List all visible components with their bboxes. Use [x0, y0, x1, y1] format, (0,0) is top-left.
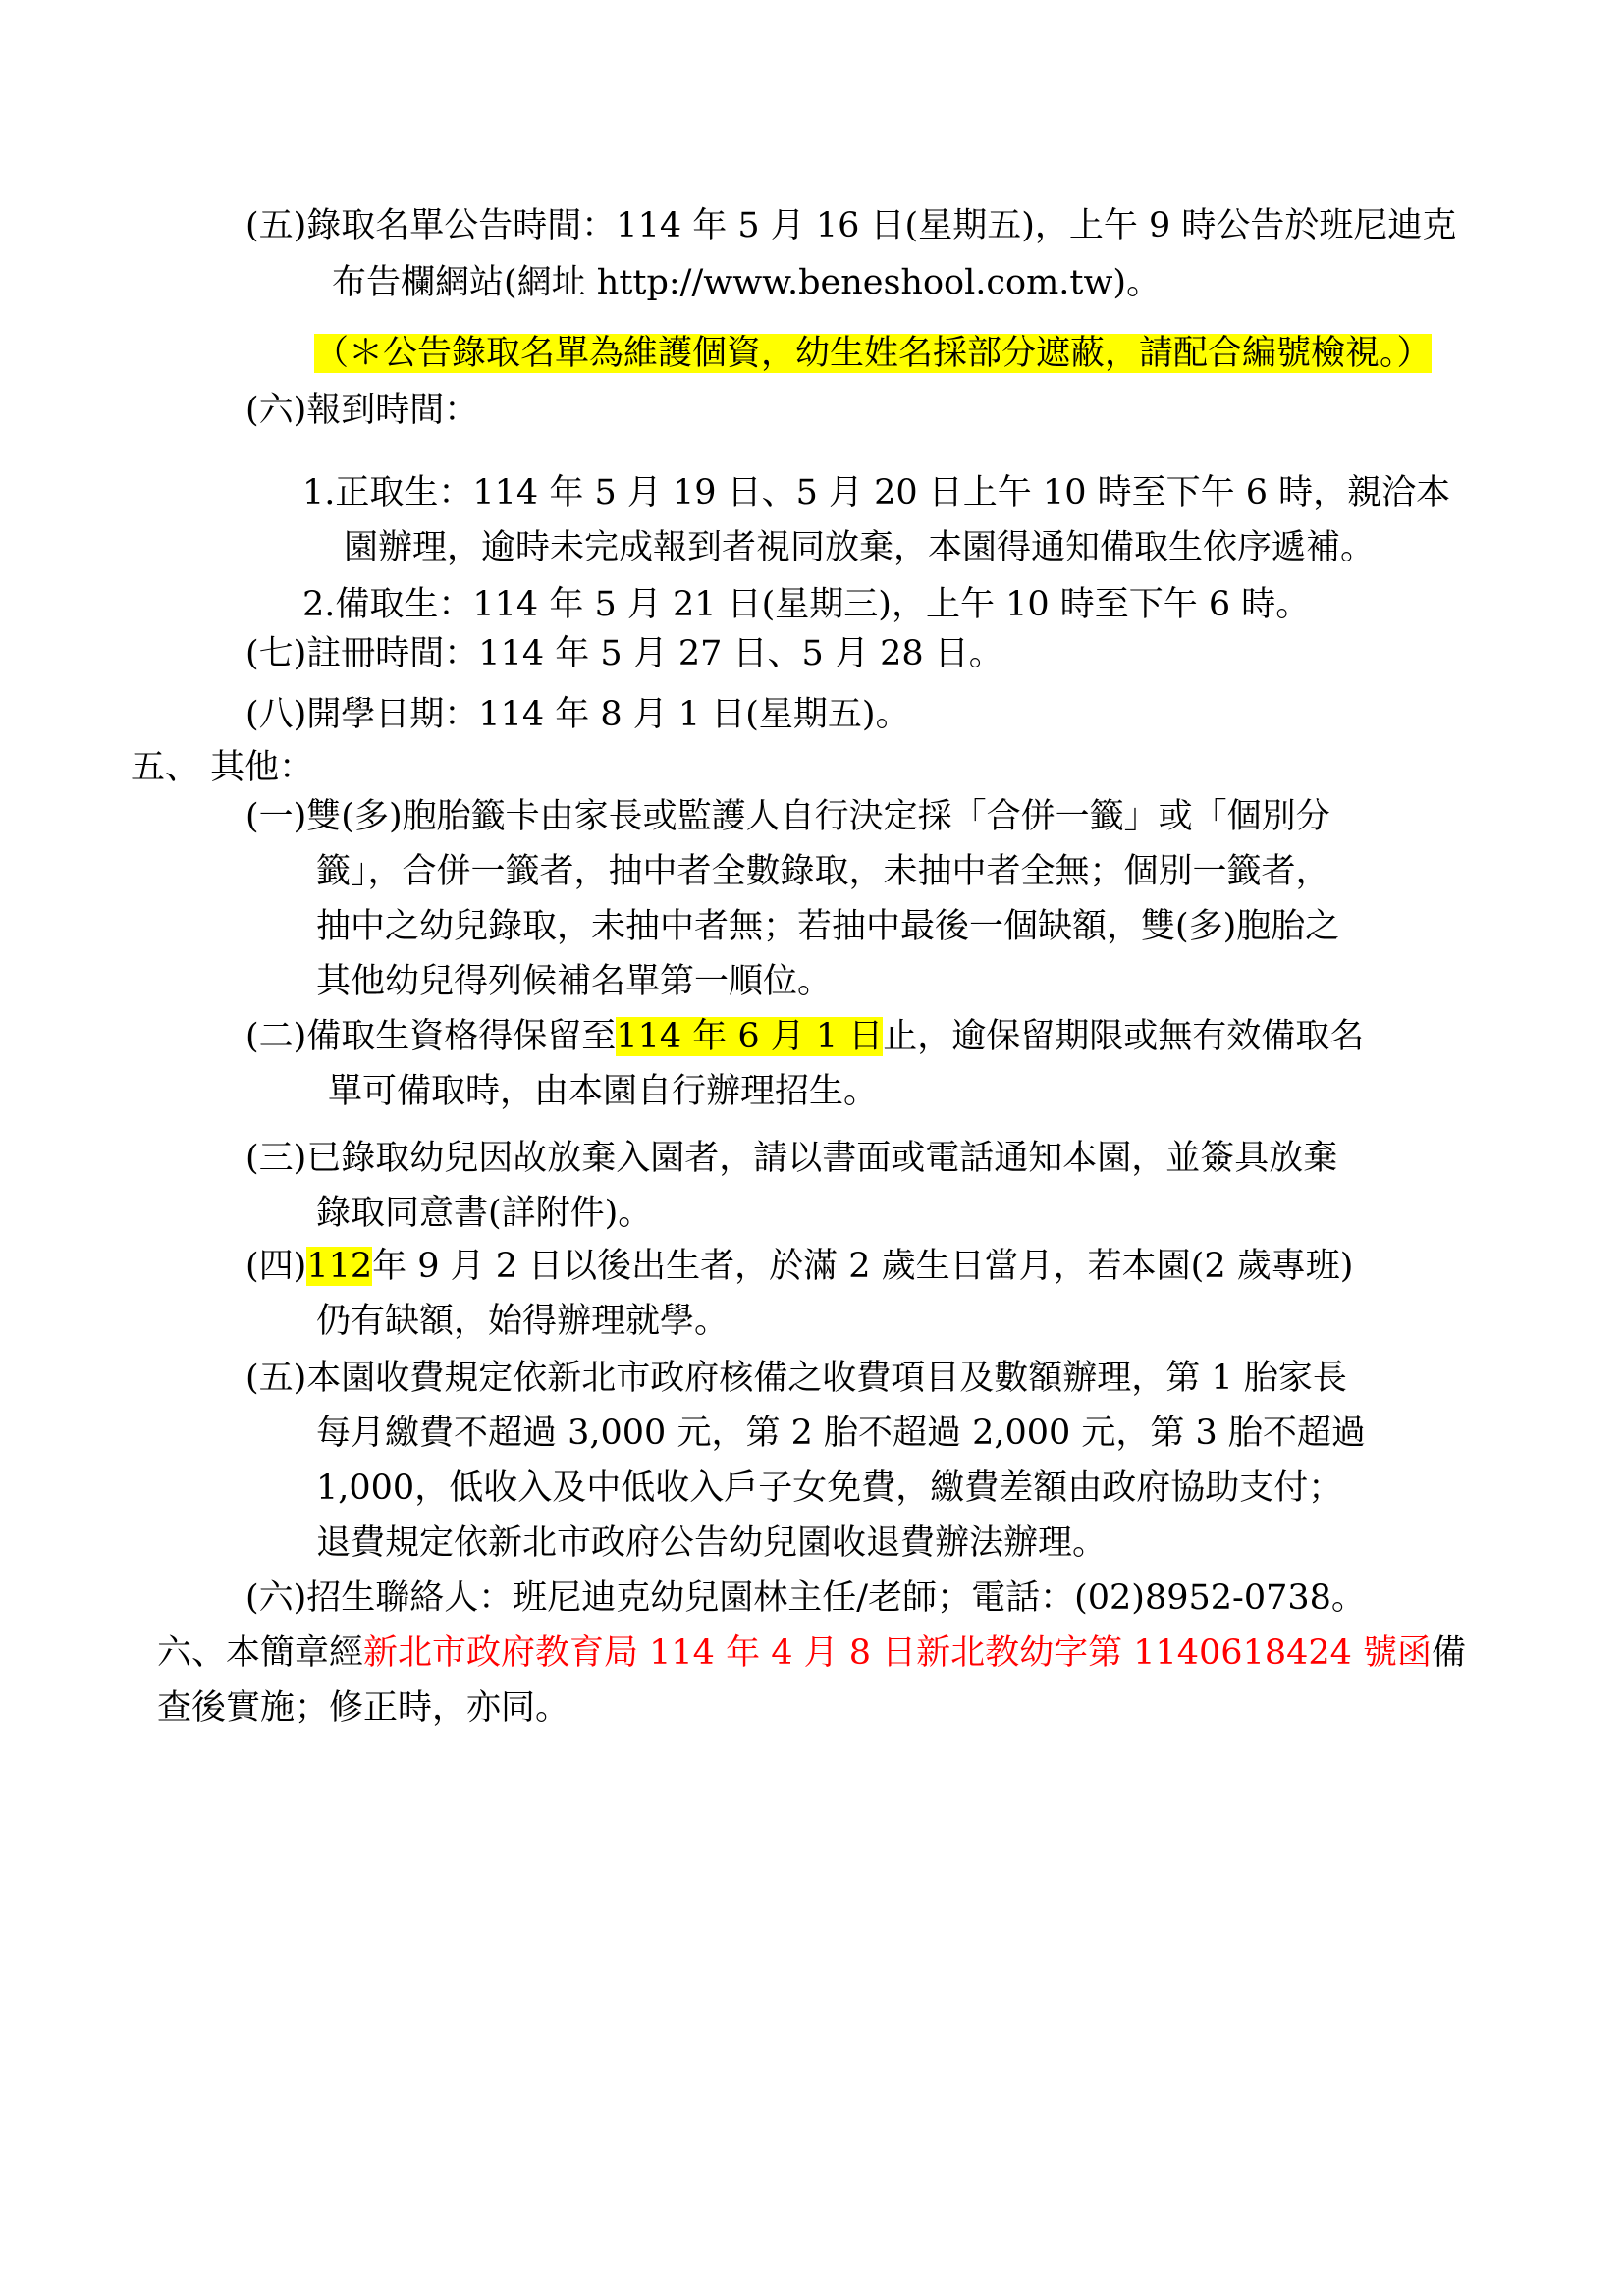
report-time-title: (六)報到時間： — [245, 391, 479, 430]
age-rule-post: 年 9 月 2 日以後出生者，於滿 2 歲生日當月，若本園(2 歲專班) — [372, 1247, 1354, 1286]
waitlist-retention-pre: (二)備取生資格得保留至 — [245, 1017, 617, 1056]
waitlist-retention-line-1 — [245, 1013, 1364, 1060]
age-rule-line-2: 仍有缺額，始得辦理就學。 — [316, 1302, 730, 1341]
announce-time-line-1: (五)錄取名單公告時間：114 年 5 月 16 日(星期五)，上午 9 時公告於班尼迪克 — [245, 206, 1457, 245]
fees-line-4: 退費規定依新北市政府公告幼兒園收退費辦法辦理。 — [316, 1523, 1108, 1563]
report-waitlist: 2.備取生：114 年 5 月 21 日(星期三)，上午 10 時至下午 6 時。 — [302, 585, 1311, 624]
withdrawal-line-2: 錄取同意書(詳附件)。 — [316, 1194, 653, 1233]
waitlist-retention-line-2: 單可備取時，由本園自行辦理招生。 — [328, 1072, 879, 1111]
school-start-date: (八)開學日期：114 年 8 月 1 日(星期五)。 — [245, 695, 910, 734]
section-six-pre: 六、本簡章經 — [157, 1633, 364, 1673]
report-regular-line-1: 1.正取生：114 年 5 月 19 日、5 月 20 日上午 10 時至下午 6 時，親洽本 — [302, 473, 1451, 512]
fees-line-3: 1,000，低收入及中低收入戶子女免費，繳費差額由政府協助支付； — [316, 1468, 1343, 1508]
age-rule-line-1 — [245, 1243, 1353, 1290]
privacy-notice-text: （＊公告錄取名單為維護個資，幼生姓名採部分遮蔽，請配合編號檢視。） — [314, 334, 1432, 373]
contact-line: (六)招生聯絡人：班尼迪克幼兒園林主任/老師；電話：(02)8952-0738。 — [245, 1578, 1366, 1618]
fees-line-1: (五)本園收費規定依新北市政府核備之收費項目及數額辦理，第 1 胎家長 — [245, 1359, 1347, 1398]
twins-line-2: 籤」，合併一籤者，抽中者全數錄取，未抽中者全無；個別一籤者， — [316, 852, 1330, 891]
age-rule-pre: (四) — [245, 1247, 307, 1286]
waitlist-retention-date: 114 年 6 月 1 日 — [616, 1017, 884, 1056]
section-five-heading: 五、 其他： — [131, 748, 314, 787]
section-six-line-1 — [157, 1629, 1466, 1677]
approval-reference: 新北市政府教育局 114 年 4 月 8 日新北教幼字第 1140618424 號函 — [363, 1633, 1433, 1673]
waitlist-retention-post: 止，逾保留期限或無有效備取名 — [883, 1017, 1365, 1056]
section-six-line-2: 查後實施；修正時，亦同。 — [157, 1688, 570, 1728]
fees-line-2: 每月繳費不超過 3,000 元，第 2 胎不超過 2,000 元，第 3 胎不超過 — [316, 1414, 1366, 1453]
privacy-notice — [314, 330, 1432, 377]
twins-line-3: 抽中之幼兒錄取，未抽中者無；若抽中最後一個缺額，雙(多)胞胎之 — [316, 907, 1340, 946]
section-six-post: 備 — [1432, 1633, 1467, 1673]
age-rule-year: 112 — [306, 1247, 373, 1286]
report-regular-line-2: 園辦理，逾時未完成報到者視同放棄，本園得通知備取生依序遞補。 — [344, 528, 1376, 567]
registration-time: (七)註冊時間：114 年 5 月 27 日、5 月 28 日。 — [245, 634, 1003, 673]
announce-time-line-2: 布告欄網站(網址 http://www.beneshool.com.tw)。 — [332, 263, 1162, 302]
twins-line-4: 其他幼兒得列候補名單第一順位。 — [316, 962, 833, 1001]
withdrawal-line-1: (三)已錄取幼兒因故放棄入園者，請以書面或電話通知本園，並簽具放棄 — [245, 1139, 1338, 1178]
twins-line-1: (一)雙(多)胞胎籤卡由家長或監護人自行決定採「合併一籤」或「個別分 — [245, 797, 1330, 836]
